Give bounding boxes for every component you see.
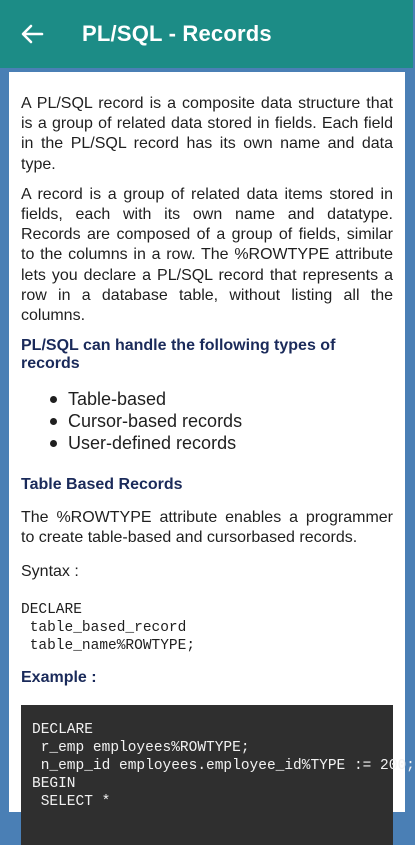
list-item-label: User-defined records (68, 433, 237, 454)
types-heading: PL/SQL can handle the following types of records (21, 337, 336, 373)
record-types-list (50, 388, 393, 454)
syntax-label: Syntax : (21, 562, 79, 580)
arrow-left-icon (21, 24, 43, 44)
list-item-label: Cursor-based records (68, 411, 243, 432)
content-body (9, 72, 415, 845)
intro-paragraph-2: A record is a group of related data items stored in fields, each with its own name and datatype. Records are composed of a group of fields, similar to the columns in a row. The %ROWTYPE attribute lets you declare a PL/SQL record that represents a row in a database table, without listing all the columns. (21, 185, 393, 325)
back-button[interactable] (0, 0, 64, 68)
bullet-icon (50, 440, 57, 447)
content-card[interactable] (9, 72, 415, 812)
list-item (50, 432, 393, 454)
list-item (50, 410, 393, 432)
page-title: PL/SQL - Records (82, 21, 272, 46)
app-bar (0, 0, 413, 68)
example-heading: Example : (21, 668, 97, 686)
example-code-block[interactable] (21, 705, 415, 845)
list-item-label: Table-based (68, 389, 167, 410)
bullet-icon (50, 418, 57, 425)
list-item (50, 388, 393, 410)
intro-paragraph-1: A PL/SQL record is a composite data structure that is a group of related data stored in fields. Each field in the PL/SQL record has its own name and data type. (21, 95, 393, 173)
syntax-code: DECLARE table_based_record table_name%ROWTYPE; (21, 601, 196, 654)
example-code: DECLARE r_emp employees%ROWTYPE; n_emp_id employees.employee_id%TYPE := 200; BEGIN SELECT * (32, 721, 415, 810)
bullet-icon (50, 396, 57, 403)
table-based-paragraph: The %ROWTYPE attribute enables a programmer to create table-based and cursorbased records. (21, 509, 393, 547)
table-based-heading: Table Based Records (21, 476, 183, 494)
